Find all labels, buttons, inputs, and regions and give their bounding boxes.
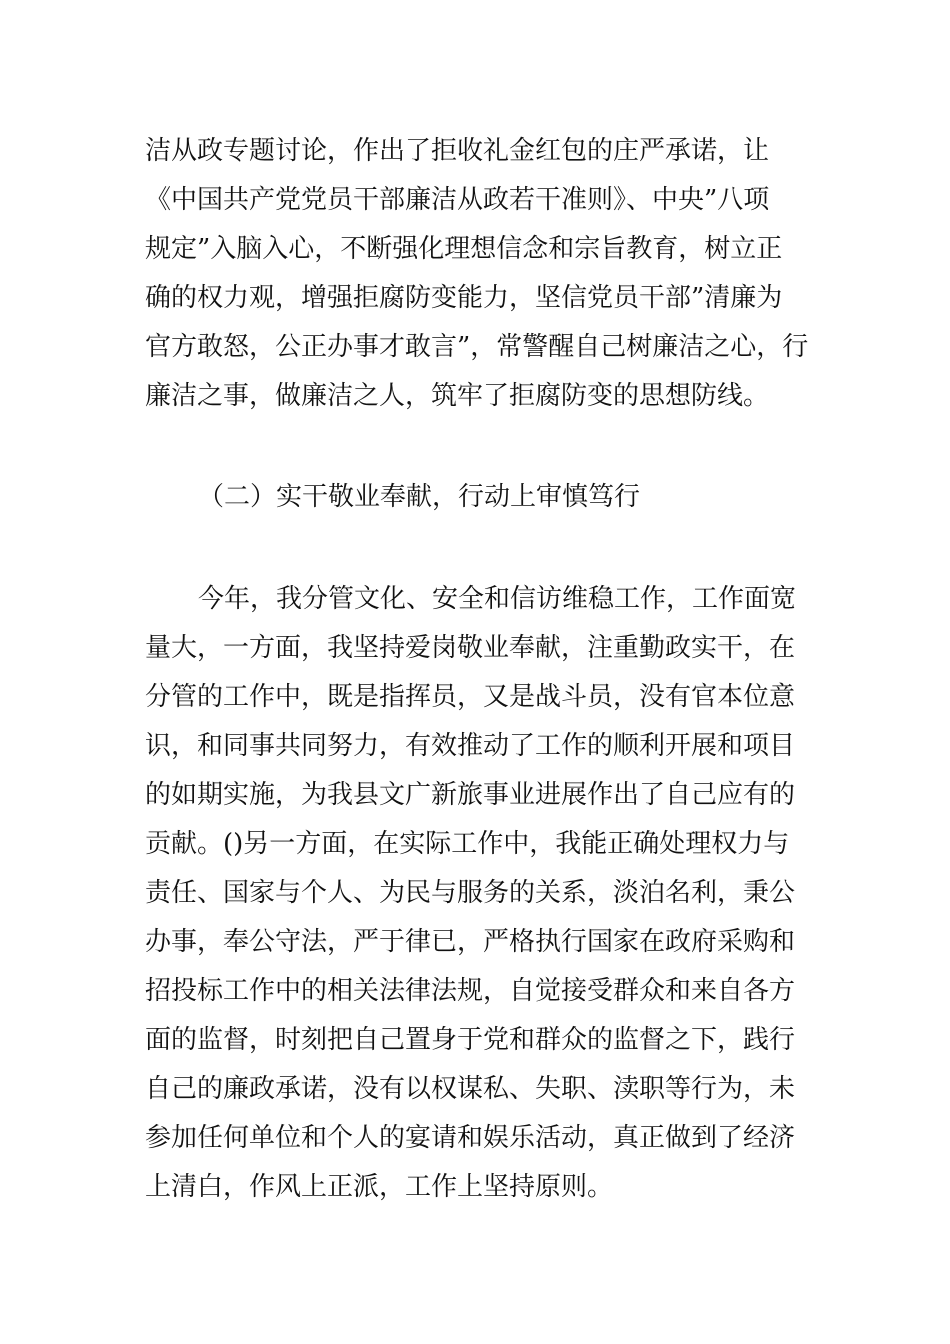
paragraph-2-line-2: 量大，一方面，我坚持爱岗敬业奉献，注重勤政实干，在 <box>145 633 796 663</box>
paragraph-2-line-11: 自己的廉政承诺，没有以权谋私、失职、渎职等行为，未 <box>145 1074 796 1104</box>
paragraph-2-line-1: 今年，我分管文化、安全和信访维稳工作，工作面宽 <box>198 584 797 614</box>
paragraph-1-line-3: 规定”入脑入心，不断强化理想信念和宗旨教育，树立正 <box>145 234 783 264</box>
paragraph-1-line-6: 廉洁之事，做廉洁之人，筑牢了拒腐防变的思想防线。 <box>145 381 770 411</box>
paragraph-2-line-8: 办事，奉公守法，严于律已，严格执行国家在政府采购和 <box>145 927 796 957</box>
paragraph-2-line-9: 招投标工作中的相关法律法规，自觉接受群众和来自各方 <box>145 976 796 1006</box>
paragraph-1-line-5: 官方敢怒，公正办事才敢言”，常警醒自己树廉洁之心，行 <box>145 332 809 362</box>
paragraph-2-line-6: 贡献。()另一方面，在实际工作中，我能正确处理权力与 <box>145 829 790 859</box>
paragraph-1-line-1: 洁从政专题讨论，作出了拒收礼金红包的庄严承诺，让 <box>145 136 770 166</box>
paragraph-2-line-12: 参加任何单位和个人的宴请和娱乐活动，真正做到了经济 <box>145 1123 796 1153</box>
paragraph-2-line-3: 分管的工作中，既是指挥员，又是战斗员，没有官本位意 <box>145 682 796 712</box>
paragraph-2-line-13: 上清白，作风上正派，工作上坚持原则。 <box>145 1172 614 1202</box>
paragraph-2-line-4: 识，和同事共同努力，有效推动了工作的顺利开展和项目 <box>145 731 796 761</box>
paragraph-2-line-7: 责任、国家与个人、为民与服务的关系，淡泊名利，秉公 <box>145 878 796 908</box>
paragraph-1-line-4: 确的权力观，增强拒腐防变能力，坚信党员干部”清廉为 <box>145 283 783 313</box>
paragraph-1-line-2: 《中国共产党党员干部廉洁从政若干准则》、中央”八项 <box>145 185 770 215</box>
paragraph-2-line-5: 的如期实施，为我县文广新旅事业进展作出了自己应有的 <box>145 780 796 810</box>
section-heading-2: （二）实干敬业奉献，行动上审慎笃行 <box>198 482 641 512</box>
paragraph-2-line-10: 面的监督，时刻把自己置身于党和群众的监督之下，践行 <box>145 1025 796 1055</box>
